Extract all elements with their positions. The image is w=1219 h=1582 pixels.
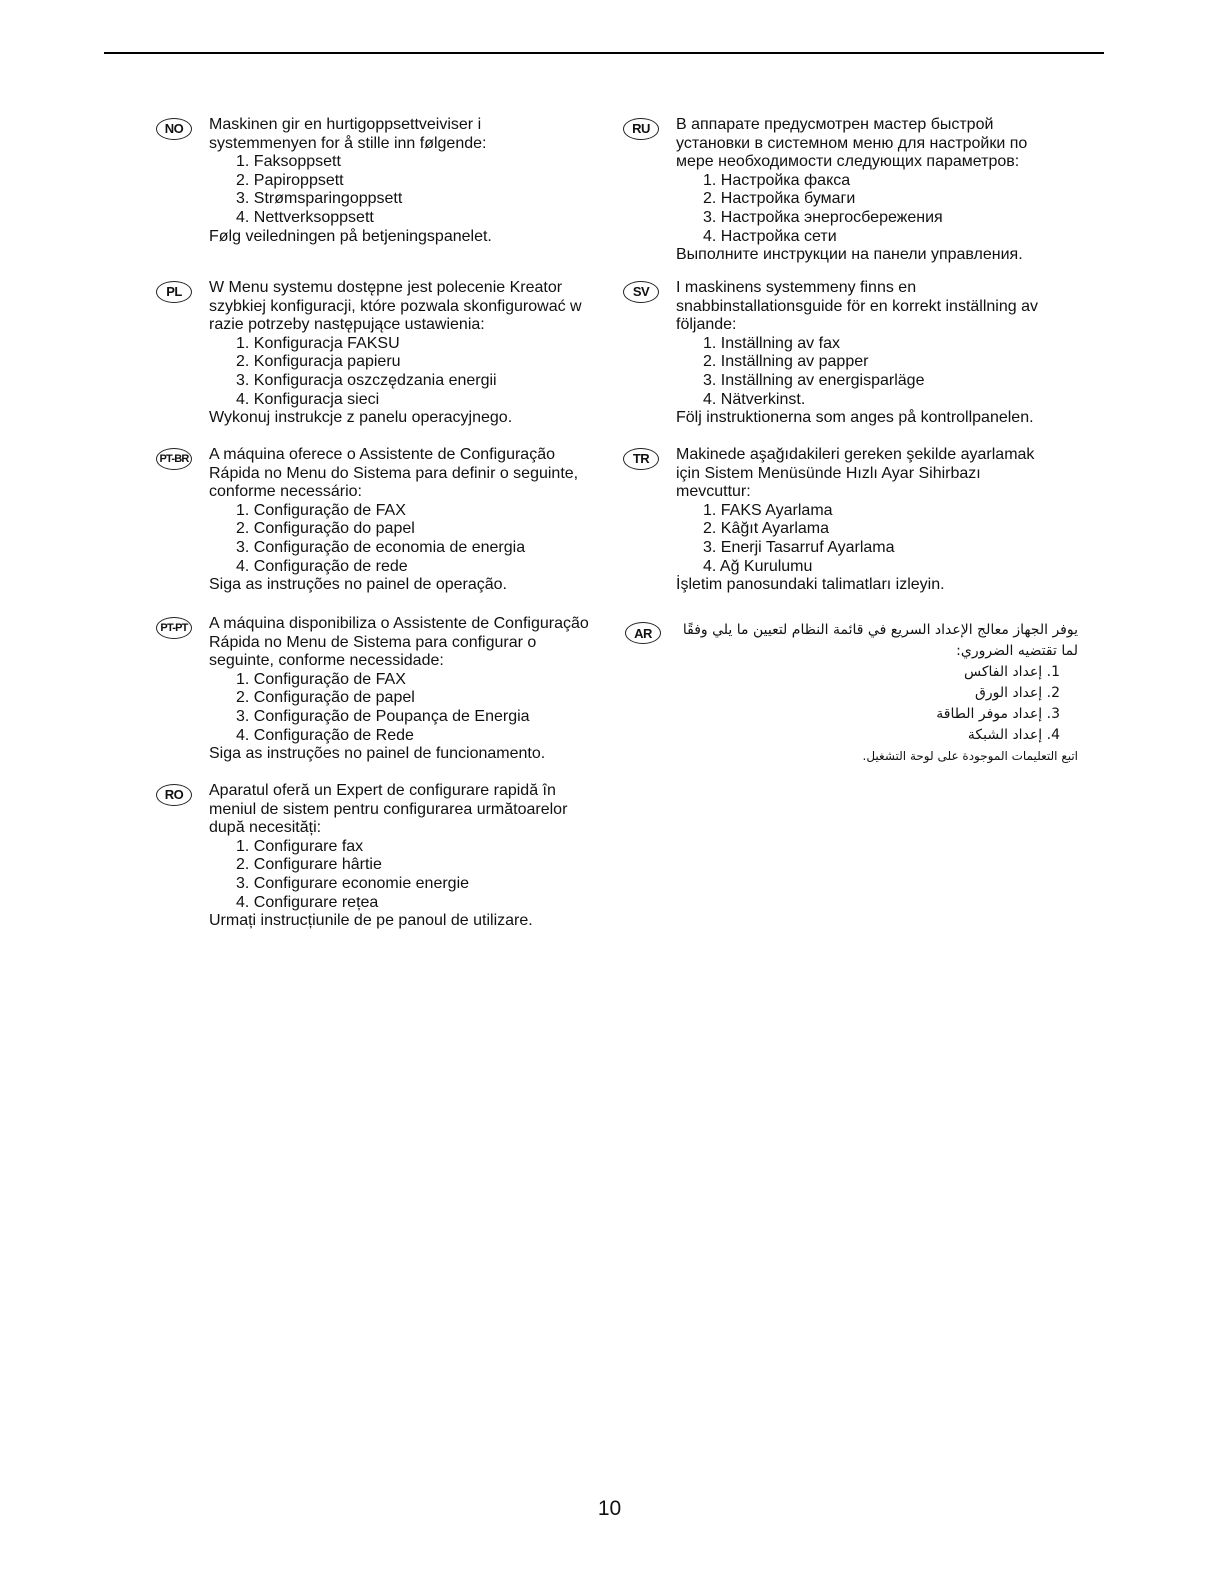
intro-line: установки в системном меню для настройки по (676, 134, 1028, 152)
page-number: 10 (597, 1497, 622, 1520)
footer-line: Wykonuj instrukcje z panelu operacyjnego. (209, 409, 513, 427)
list-item: 4. Nettverksoppsett (236, 208, 374, 226)
list-item: 3. Strømsparingoppsett (236, 190, 403, 208)
intro-line: Makinede aşağıdakileri gereken şekilde ayarlamak (676, 446, 1035, 463)
intro-line: Rápida no Menu do Sistema para definir o seguinte, (209, 464, 579, 482)
footer-line: Urmați instrucțiunile de pe panoul de utilizare. (209, 912, 533, 930)
language-badge-no: NO (156, 118, 192, 140)
language-badge-ro: RO (156, 784, 192, 806)
intro-line: Rápida no Menu de Sistema para configurar o (209, 633, 537, 651)
list-item: 3. Enerji Tasarruf Ayarlama (703, 538, 895, 556)
intro-line: мере необходимости следующих параметров: (676, 153, 1020, 171)
intro-line: W Menu systemu dostępne jest polecenie Kreator (209, 279, 563, 296)
list-item: 1. Faksoppsett (236, 153, 341, 171)
language-badge-tr: TR (623, 448, 659, 470)
language-badge-sv: SV (623, 281, 659, 303)
intro-line: Aparatul oferă un Expert de configurare rapidă în (209, 782, 556, 799)
list-item: 2. Настройка бумаги (703, 190, 856, 208)
intro-line: razie potrzeby następujące ustawienia: (209, 316, 485, 334)
list-item: 3. Konfiguracja oszczędzania energii (236, 371, 497, 389)
list-item: 3. إعداد موفر الطاقة (936, 706, 1060, 722)
intro-line: A máquina disponibiliza o Assistente de Configuração (209, 615, 589, 632)
footer-line: İşletim panosundaki talimatları izleyin. (676, 576, 945, 594)
intro-line: snabbinstallationsguide för en korrekt inställning av (676, 297, 1038, 315)
footer-line: اتبع التعليمات الموجودة على لوحة التشغيل. (862, 749, 1078, 763)
language-badge-ru: RU (623, 118, 659, 140)
intro-line: szybkiej konfiguracji, które pozwala skonfigurować w (209, 297, 582, 315)
intro-line: seguinte, conforme necessidade: (209, 652, 444, 670)
intro-line: följande: (676, 316, 737, 334)
list-item: 1. Konfiguracja FAKSU (236, 334, 400, 352)
list-item: 4. إعداد الشبكة (967, 727, 1060, 743)
section-pl (166, 279, 619, 428)
list-item: 3. Configuração de economia de energia (236, 538, 526, 556)
section-ro (164, 782, 619, 931)
intro-line: لما تقتضيه الضروري: (956, 643, 1078, 659)
list-item: 3. Configuração de Poupança de Energia (236, 707, 530, 725)
language-badge-pt-br: PT-BR (156, 448, 192, 470)
language-badge-ar: AR (625, 622, 661, 644)
section-no (164, 116, 619, 246)
list-item: 1. Configurare fax (236, 837, 364, 855)
intro-line: mevcuttur: (676, 483, 751, 501)
intro-line: için Sistem Menüsünde Hızlı Ayar Sihirbazı (676, 464, 981, 482)
list-item: 2. Konfiguracja papieru (236, 353, 401, 371)
intro-line: meniul de sistem pentru configurarea următoarelor (209, 800, 568, 818)
intro-line: după necesități: (209, 819, 322, 837)
footer-line: Følg veiledningen på betjeningspanelet. (209, 227, 492, 245)
section-sv (632, 279, 1086, 428)
language-badge-pt-pt: PT-PT (156, 617, 192, 639)
list-item: 2. Configuração de papel (236, 689, 415, 707)
list-item: 4. Konfiguracja sieci (236, 390, 380, 408)
list-item: 4. Настройка сети (703, 227, 837, 245)
intro-line: conforme necessário: (209, 483, 362, 501)
list-item: 2. إعداد الورق (975, 685, 1060, 701)
intro-line: I maskinens systemmeny finns en (676, 279, 917, 296)
list-item: 4. Nätverkinst. (703, 390, 806, 408)
list-item: 1. FAKS Ayarlama (703, 501, 833, 519)
list-item: 3. Настройка энергосбережения (703, 208, 943, 226)
footer-line: Siga as instruções no painel de operação. (209, 576, 507, 594)
footer-line: Выполните инструкции на панели управления. (676, 246, 1023, 264)
list-item: 2. Kâğıt Ayarlama (703, 520, 829, 538)
intro-line: Maskinen gir en hurtigoppsettveiviser i (209, 116, 482, 133)
list-item: 1. إعداد الفاكس (963, 664, 1060, 680)
intro-line: يوفر الجهاز معالج الإعداد السريع في قائمة النظام لتعيين ما يلي وفقًا (682, 622, 1078, 638)
section-pt-br (159, 446, 619, 595)
list-item: 3. Inställning av energisparläge (703, 371, 925, 389)
list-item: 2. Configuração do papel (236, 520, 415, 538)
list-item: 4. Configuração de Rede (236, 726, 414, 744)
intro-line: A máquina oferece o Assistente de Configuração (209, 446, 555, 463)
intro-line: В аппарате предусмотрен мастер быстрой (676, 116, 994, 133)
list-item: 1. Настройка факса (703, 171, 851, 189)
list-item: 2. Papiroppsett (236, 171, 344, 189)
list-item: 4. Configuração de rede (236, 557, 408, 575)
footer-line: Siga as instruções no painel de funcionamento. (209, 745, 546, 763)
language-badge-pl: PL (156, 281, 192, 303)
list-item: 4. Configurare rețea (236, 893, 379, 911)
section-ar (634, 620, 1078, 767)
footer-line: Följ instruktionerna som anges på kontrollpanelen. (676, 409, 1034, 427)
list-item: 2. Configurare hârtie (236, 856, 382, 874)
top-rule (104, 52, 1104, 54)
list-item: 1. Configuração de FAX (236, 501, 406, 519)
list-item: 4. Ağ Kurulumu (703, 557, 813, 575)
section-tr (632, 446, 1086, 595)
section-ru (632, 116, 1086, 265)
list-item: 1. Inställning av fax (703, 334, 840, 352)
intro-line: systemmenyen for å stille inn følgende: (209, 134, 487, 152)
list-item: 2. Inställning av papper (703, 353, 869, 371)
list-item: 3. Configurare economie energie (236, 874, 470, 892)
list-item: 1. Configuração de FAX (236, 670, 406, 688)
section-pt-pt (160, 615, 619, 764)
